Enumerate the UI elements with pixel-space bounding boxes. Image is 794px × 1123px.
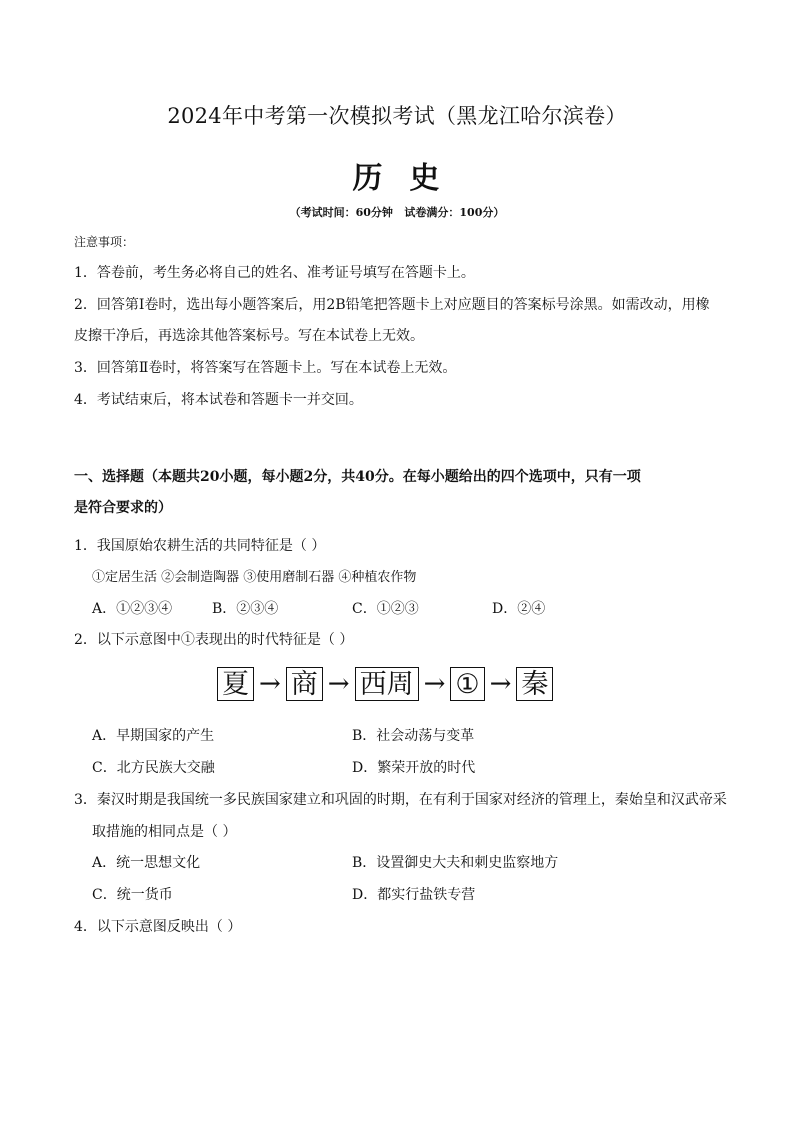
arrow-icon: → — [489, 669, 512, 699]
flow-box-shang: 商 — [286, 667, 323, 701]
option-a: A．统一思想文化 — [92, 855, 201, 871]
dynasty-flow-diagram — [217, 664, 553, 704]
notice-item: 1．答卷前，考生务必将自己的姓名、准考证号填写在答题卡上。 — [74, 265, 475, 281]
option-a: A．①②③④ — [92, 601, 173, 617]
flow-box-western-zhou: 西周 — [355, 667, 419, 701]
question-stem-cont: 取措施的相同点是（ ） — [92, 824, 237, 840]
option-d: D．繁荣开放的时代 — [352, 760, 476, 776]
notice-item: 3．回答第Ⅱ卷时，将答案写在答题卡上。写在本试卷上无效。 — [74, 360, 457, 376]
question-stem: 3．秦汉时期是我国统一多民族国家建立和巩固的时期，在有利于国家对经济的管理上，秦始皇和汉武帝采 — [74, 792, 727, 808]
option-d: D．②④ — [492, 601, 546, 617]
exam-info: （考试时间：60分钟 试卷满分：100分） — [289, 206, 505, 219]
option-b: B．设置御史大夫和刺史监察地方 — [352, 855, 559, 871]
notice-heading: 注意事项： — [74, 235, 135, 249]
option-b: B．②③④ — [212, 601, 279, 617]
notice-item: 皮擦干净后，再选涂其他答案标号。写在本试卷上无效。 — [74, 328, 424, 344]
question-stem: 1．我国原始农耕生活的共同特征是（ ） — [74, 538, 326, 554]
flow-box-xia: 夏 — [217, 667, 254, 701]
arrow-icon: → — [423, 669, 446, 699]
flow-box-qin: 秦 — [516, 667, 553, 701]
section-heading-cont: 是符合要求的） — [74, 500, 172, 516]
subject-title: 历 史 — [352, 161, 442, 196]
question-stem: 4．以下示意图反映出（ ） — [74, 919, 242, 935]
option-d: D．都实行盐铁专营 — [352, 887, 476, 903]
option-c: C．①②③ — [352, 601, 419, 617]
notice-item: 2．回答第Ⅰ卷时，选出每小题答案后，用2B铅笔把答题卡上对应题目的答案标号涂黑。如需改动，用橡 — [74, 297, 710, 313]
option-c: C．北方民族大交融 — [92, 760, 215, 776]
arrow-icon: → — [259, 669, 281, 699]
exam-title: 2024年中考第一次模拟考试（黑龙江哈尔滨卷） — [167, 104, 627, 128]
question-items: ①定居生活 ②会制造陶器 ③使用磨制石器 ④种植农作物 — [92, 570, 417, 585]
question-stem: 2．以下示意图中①表现出的时代特征是（ ） — [74, 632, 354, 648]
option-c: C．统一货币 — [92, 887, 173, 903]
flow-box-unknown: ① — [450, 667, 484, 701]
notice-item: 4．考试结束后，将本试卷和答题卡一并交回。 — [74, 392, 363, 408]
section-heading: 一、选择题（本题共20小题，每小题2分，共40分。在每小题给出的四个选项中，只有一项 — [74, 469, 641, 485]
option-b: B．社会动荡与变革 — [352, 728, 475, 744]
option-a: A．早期国家的产生 — [92, 728, 215, 744]
arrow-icon: → — [327, 669, 350, 699]
